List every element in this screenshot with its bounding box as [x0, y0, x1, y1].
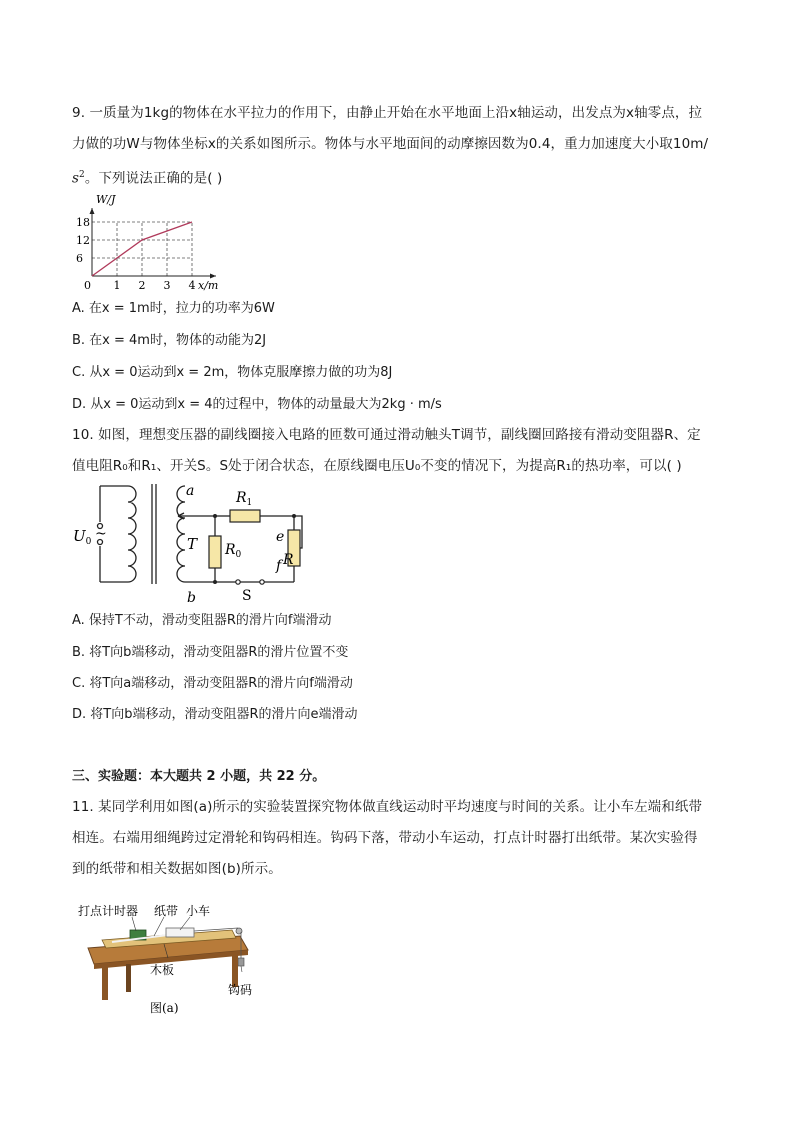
q9-line2: 力做的功W与物体坐标x的关系如图所示。物体与水平地面间的动摩擦因数为0.4，重力加速度大小取10m/ [72, 136, 709, 152]
y-tick-label: 18 [76, 216, 90, 229]
q9-line1: 9. 一质量为1kg的物体在水平拉力的作用下，由静止开始在水平地面上沿x轴运动，出发点为x轴零点，拉 [72, 105, 703, 121]
label-a: a [186, 483, 195, 499]
y-axis-arrow [90, 208, 95, 214]
q11-line1: 11. 某同学利用如图(a)所示的实验装置探究物体做直线运动时平均速度与时间的关系。让小车左端和纸带 [72, 799, 703, 815]
work-position-chart [70, 193, 230, 293]
label-b: b [187, 590, 196, 606]
label-timer: 打点计时器 [78, 904, 139, 918]
y-tick-label: 6 [76, 252, 83, 265]
x-tick-label: 2 [138, 279, 146, 292]
q10-line2: 值电阻R₀和R₁、开关S。S处于闭合状态，在原线圈电压U₀不变的情况下，为提高R₁的热功率，可以( ) [72, 458, 682, 474]
label-t: T [187, 535, 198, 553]
x-tick-label: 4 [188, 279, 196, 292]
label-board: 木板 [150, 963, 175, 977]
q11-line2: 相连。右端用细绳跨过定滑轮和钩码相连。钩码下落，带动小车运动，打点计时器打出纸带。某次实验得 [72, 830, 698, 846]
q10-option-a[interactable]: A. 保持T不动，滑动变阻器R的滑片向f端滑动 [72, 613, 332, 628]
q10-option-d[interactable]: D. 将T向b端移动，滑动变阻器R的滑片向e端滑动 [72, 707, 358, 722]
label-tape: 纸带 [154, 904, 179, 918]
label-e: e [276, 529, 285, 545]
label-weight: 钩码 [228, 983, 253, 997]
x-tick-label: 0 [84, 279, 91, 292]
y-axis-label: W/J [96, 193, 116, 206]
q9-line3: $s^2$。下列说法正确的是( ) [72, 170, 223, 187]
q11-line3: 到的纸带和相关数据如图(b)所示。 [72, 861, 282, 877]
x-tick-label: 3 [163, 279, 171, 292]
section3-title: 三、实验题：本大题共 2 小题，共 22 分。 [72, 769, 326, 784]
label-r0: $R_0$ [225, 542, 242, 560]
figure-caption: 图(a) [150, 1001, 179, 1015]
q9-option-d[interactable]: D. 从x = 0运动到x = 4的过程中，物体的动量最大为2kg · m/s [72, 397, 442, 412]
label-f: f [276, 558, 282, 574]
q9-option-c[interactable]: C. 从x = 0运动到x = 2m，物体克服摩擦力做的功为8J [72, 365, 393, 380]
label-u0: $U_0$ [73, 527, 92, 547]
y-tick-label: 12 [76, 234, 90, 247]
label-r: R [283, 552, 294, 568]
q10-option-b[interactable]: B. 将T向b端移动，滑动变阻器R的滑片位置不变 [72, 645, 349, 660]
transformer-circuit-diagram [70, 478, 310, 606]
q9-option-a[interactable]: A. 在x = 1m时，拉力的功率为6W [72, 301, 275, 316]
x-axis-arrow [210, 274, 216, 279]
q9-option-b[interactable]: B. 在x = 4m时，物体的动能为2J [72, 333, 267, 348]
x-tick-label: 1 [113, 279, 121, 292]
q10-option-c[interactable]: C. 将T向a端移动，滑动变阻器R的滑片向f端滑动 [72, 676, 353, 691]
label-r1: $R_1$ [236, 490, 253, 508]
x-axis-label: x/m [198, 279, 219, 292]
experiment-apparatus-figure [72, 898, 272, 1020]
label-ac-source: ~ [95, 526, 107, 542]
q10-line1: 10. 如图，理想变压器的副线圈接入电路的匝数可通过滑动触头T调节，副线圈回路接有滑动变阻器R、定 [72, 427, 701, 443]
label-cart: 小车 [186, 904, 211, 918]
label-switch-s: S [242, 588, 252, 604]
